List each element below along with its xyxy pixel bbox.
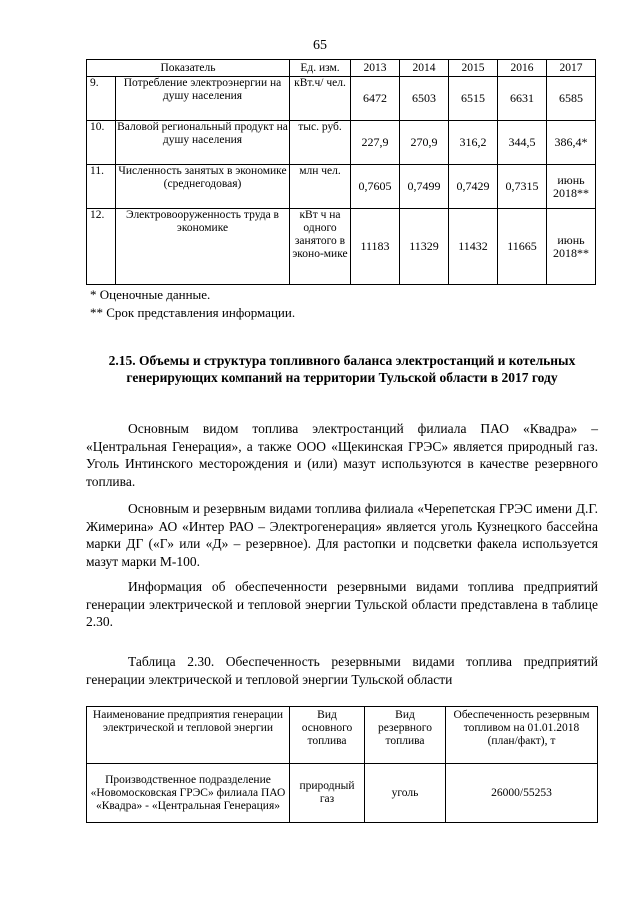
- table-header-row: [87, 60, 596, 77]
- header-year: 2016: [498, 60, 547, 77]
- header-year: 2017: [547, 60, 596, 77]
- header-indicator: Показатель: [87, 60, 290, 77]
- row-unit: тыс. руб.: [290, 121, 351, 165]
- header-reserve-fuel: Вид резервного топлива: [365, 707, 446, 764]
- cell-reserve-fuel: уголь: [365, 764, 446, 823]
- table-header-row: [87, 707, 598, 764]
- row-unit: кВт ч на одного занятого в эконо-мике: [290, 209, 351, 285]
- paragraph: Основным видом топлива электростанций филиала ПАО «Квадра» – «Центральная Генерация», а также ООО «Щекинская ГРЭС» является природный газ. Уголь Интинского месторождения и (или) мазут используются в качестве резервного топлива.: [86, 421, 598, 489]
- row-indicator: Численность занятых в экономике (среднегодовая): [116, 165, 290, 209]
- row-indicator: Электровооруженность труда в экономике: [116, 209, 290, 285]
- header-main-fuel: Вид основного топлива: [290, 707, 365, 764]
- row-number: 10.: [87, 121, 116, 165]
- table-row: [87, 77, 596, 121]
- row-value: 11665: [498, 209, 547, 285]
- row-unit: кВт.ч/ чел.: [290, 77, 351, 121]
- row-number: 12.: [87, 209, 116, 285]
- cell-main-fuel: природный газ: [290, 764, 365, 823]
- header-reserve-supply: Обеспеченность резервным топливом на 01.01.2018 (план/факт), т: [446, 707, 598, 764]
- header-unit: Ед. изм.: [290, 60, 351, 77]
- cell-reserve-supply: 26000/55253: [446, 764, 598, 823]
- table-caption: Таблица 2.30. Обеспеченность резервными видами топлива предприятий генерации электрической и тепловой энергии Тульской области: [86, 654, 598, 687]
- row-unit: млн чел.: [290, 165, 351, 209]
- row-value: 6631: [498, 77, 547, 121]
- row-number: 9.: [87, 77, 116, 121]
- row-value: июнь 2018**: [547, 209, 596, 285]
- row-value: 6503: [400, 77, 449, 121]
- header-enterprise: Наименование предприятия генерации электрической и тепловой энергии: [87, 707, 290, 764]
- header-year: 2014: [400, 60, 449, 77]
- row-value: 6472: [351, 77, 400, 121]
- footnote-deadline: ** Срок представления информации.: [90, 305, 296, 320]
- row-value: 0,7429: [449, 165, 498, 209]
- row-value: 6585: [547, 77, 596, 121]
- row-value: 11329: [400, 209, 449, 285]
- reserve-fuel-table: [86, 706, 598, 823]
- row-value: 11432: [449, 209, 498, 285]
- row-value: 227,9: [351, 121, 400, 165]
- row-value: 0,7499: [400, 165, 449, 209]
- row-value: 0,7605: [351, 165, 400, 209]
- footnote-estimate: * Оценочные данные.: [90, 287, 211, 302]
- row-value: 344,5: [498, 121, 547, 165]
- row-value: 11183: [351, 209, 400, 285]
- table-row: [87, 165, 596, 209]
- table-row: [87, 121, 596, 165]
- cell-enterprise: Производственное подразделение «Новомосковская ГРЭС» филиала ПАО «Квадра» - «Центральная Генерация»: [87, 764, 290, 823]
- header-year: 2013: [351, 60, 400, 77]
- row-indicator: Валовой региональный продукт на душу населения: [116, 121, 290, 165]
- page-number: 65: [313, 38, 327, 53]
- table-row: [87, 209, 596, 285]
- header-year: 2015: [449, 60, 498, 77]
- row-value: 316,2: [449, 121, 498, 165]
- section-title: 2.15. Объемы и структура топливного баланса электростанций и котельных генерирующих компаний на территории Тульской области в 2017 году: [108, 353, 576, 385]
- table-row: [87, 764, 598, 823]
- paragraph: Информация об обеспеченности резервными видами топлива предприятий генерации электрической и тепловой энергии Тульской области представлена в таблице 2.30.: [86, 579, 598, 629]
- paragraph: Основным и резервным видами топлива филиала «Черепетская ГРЭС имени Д.Г. Жимерина» АО «Интер РАО – Электрогенерация» является уголь Кузнецкого бассейна марки ДГ («Г» или «Д» – резервное). Для растопки и подсветки факела используется мазут марки М-100.: [86, 501, 598, 569]
- row-value: 386,4*: [547, 121, 596, 165]
- row-value: 270,9: [400, 121, 449, 165]
- indicators-table: [86, 59, 596, 285]
- row-indicator: Потребление электроэнергии на душу населения: [116, 77, 290, 121]
- row-value: июнь 2018**: [547, 165, 596, 209]
- row-number: 11.: [87, 165, 116, 209]
- row-value: 0,7315: [498, 165, 547, 209]
- row-value: 6515: [449, 77, 498, 121]
